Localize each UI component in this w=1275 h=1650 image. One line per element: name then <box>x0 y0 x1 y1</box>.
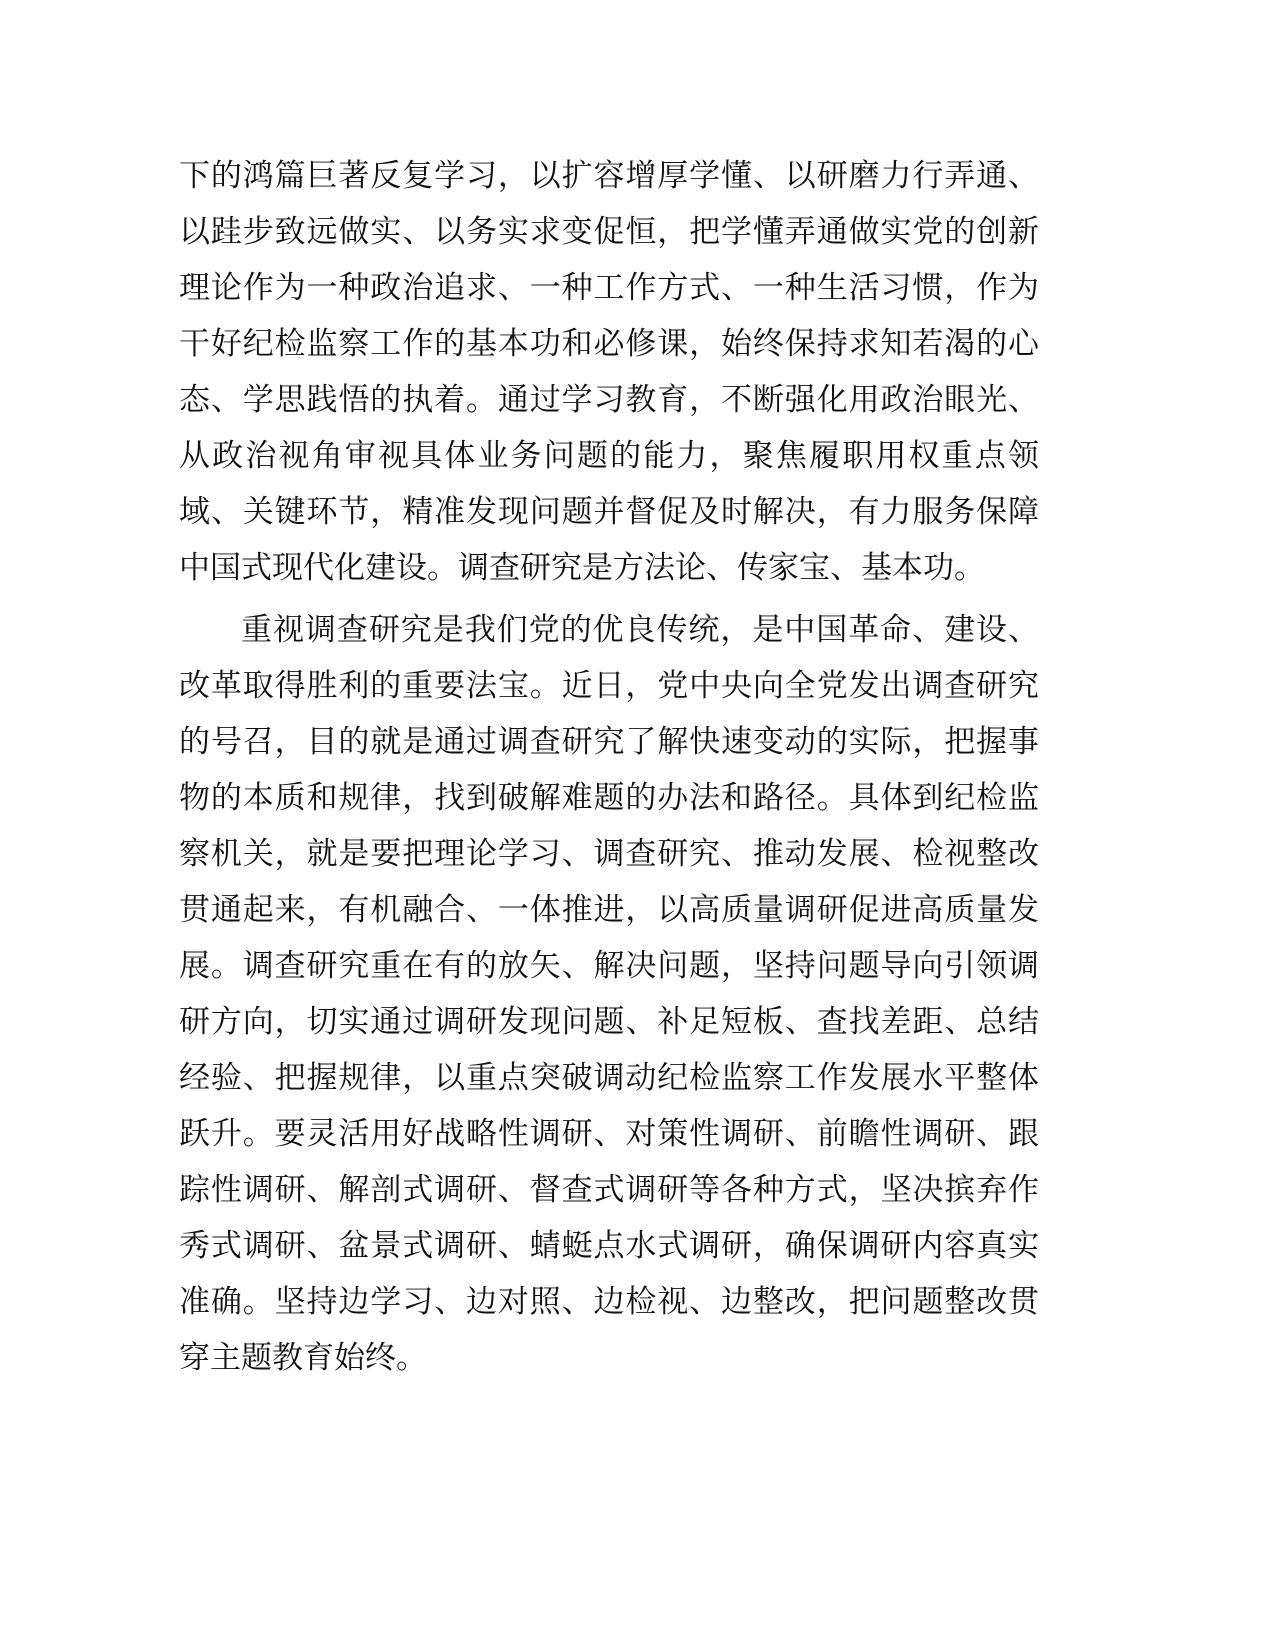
paragraph-research: 重视调查研究是我们党的优良传统，是中国革命、建设、改革取得胜利的重要法宝。近日，党中央向全党发出调查研究的号召，目的就是通过调查研究了解快速变动的实际，把握事物的本质和规律，找到破解难题的办法和路径。具体到纪检监察机关，就是要把理论学习、调查研究、推动发展、检视整改贯通起来，有机融合、一体推进，以高质量调研促进高质量发展。调查研究重在有的放矢、解决问题，坚持问题导向引领调研方向，切实通过调研发现问题、补足短板、查找差距、总结经验、把握规律，以重点突破调动纪检监察工作发展水平整体跃升。要灵活用好战略性调研、对策性调研、前瞻性调研、跟踪性调研、解剖式调研、督查式调研等各种方式，坚决摈弃作秀式调研、盆景式调研、蜻蜓点水式调研，确保调研内容真实准确。坚持边学习、边对照、边检视、边整改，把问题整改贯穿主题教育始终。 <box>179 612 1039 1376</box>
paragraph-continued: 下的鸿篇巨著反复学习，以扩容增厚学懂、以研磨力行弄通、以跬步致远做实、以务实求变促恒，把学懂弄通做实党的创新理论作为一种政治追求、一种工作方式、一种生活习惯，作为干好纪检监察工作的基本功和必修课，始终保持求知若渴的心态、学思践悟的执着。通过学习教育，不断强化用政治眼光、从政治视角审视具体业务问题的能力，聚焦履职用权重点领域、关键环节，精准发现问题并督促及时解决，有力服务保障中国式现代化建设。调查研究是方法论、传家宝、基本功。 <box>179 158 1039 586</box>
document-body <box>179 148 1039 1386</box>
